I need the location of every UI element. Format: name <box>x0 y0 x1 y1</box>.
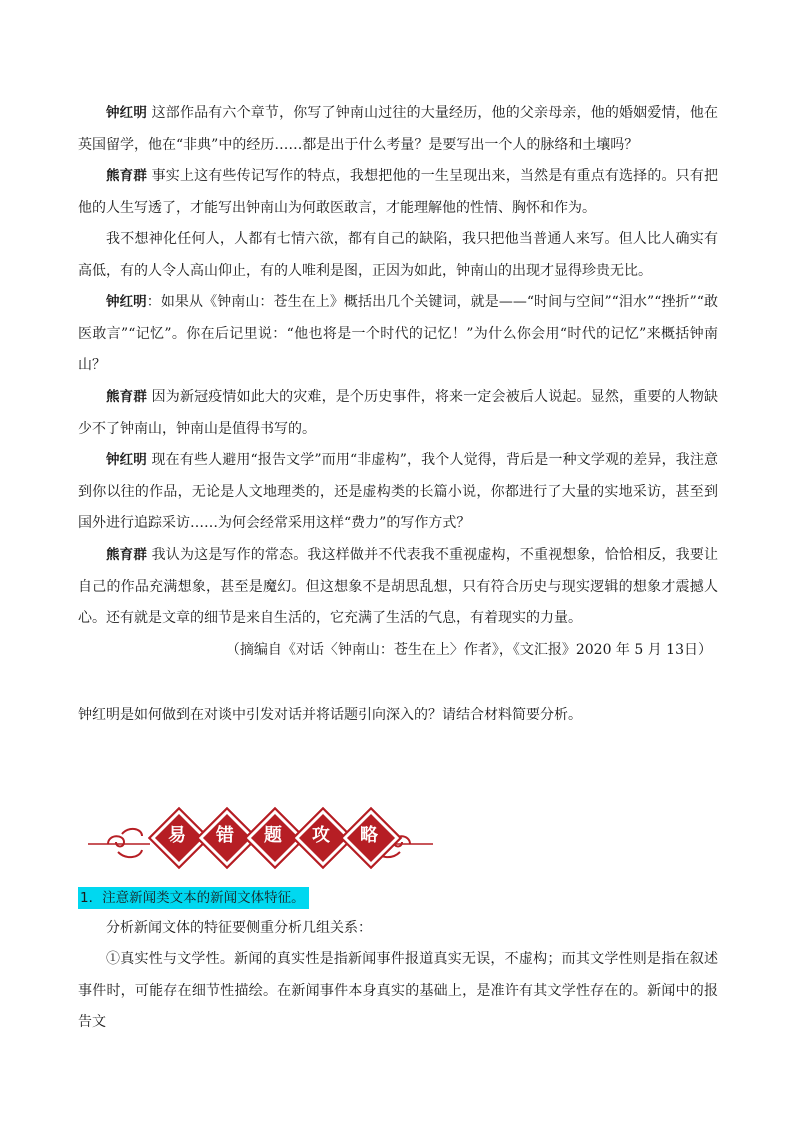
dialogue-text: 我不想神化任何人，人都有七情六欲，都有自己的缺陷，我只把他当普通人来写。但人比人确实有高低，有的人令人高山仰止，有的人唯利是图，正因为如此，钟南山的出现才显得珍贵无比。 <box>78 231 718 279</box>
dialogue-paragraph <box>78 382 718 445</box>
tip-point: ①真实性与文学性。新闻的真实性是指新闻事件报道真实无误，不虚构；而其文学性则是指在叙述事件时，可能存在细节性描绘。在新闻事件本身真实的基础上，是准许有其文学性存在的。新闻中的报告文 <box>78 951 718 1030</box>
question-text: 钟红明是如何做到在对谈中引发对话并将话题引向深入的？请结合材料简要分析。 <box>78 707 582 723</box>
banner-char: 略 <box>360 825 378 846</box>
dialogue-text: ：如果从《钟南山：苍生在上》概括出几个关键词，就是——“时间与空间”“泪水”“挫折”“敢医敢言”“记忆”。你在后记里说：“他也将是一个时代的记忆！”为什么你会用“时代的记忆”来概括钟南山？ <box>78 294 718 373</box>
dialogue-paragraph <box>78 161 718 224</box>
dialogue-text: 因为新冠疫情如此大的灾难，是个历史事件，将来一定会被后人说起。显然，重要的人物缺少不了钟南山，钟南山是值得书写的。 <box>78 389 719 437</box>
speaker-name: 钟红明 <box>106 452 147 468</box>
dialogue-paragraph <box>78 445 718 540</box>
banner-char: 错 <box>216 825 234 846</box>
dialogue-paragraph <box>78 98 718 161</box>
speaker-name: 钟红明 <box>106 105 147 121</box>
speaker-name: 钟红明 <box>106 294 147 310</box>
tip-intro: 分析新闻文体的特征要侧重分析几组关系： <box>106 920 372 936</box>
banner-char: 题 <box>264 825 282 846</box>
dialogue-paragraph <box>78 224 718 287</box>
tip-heading: 1．注意新闻类文本的新闻文体特征。 <box>78 887 309 909</box>
banner-char: 易 <box>168 825 186 846</box>
dialogue-text: 事实上这有些传记写作的特点，我想把他的一生呈现出来，当然是有重点有选择的。只有把他的人生写透了，才能写出钟南山为何敢医敢言，才能理解他的性情、胸怀和作为。 <box>78 168 719 216</box>
dialogue-text: 我认为这是写作的常态。我这样做并不代表我不重视虚构，不重视想象，恰恰相反，我要让自己的作品充满想象，甚至是魔幻。但这想象不是胡思乱想，只有符合历史与现实逻辑的想象才震撼人心。还有就是文章的细节是来自生活的，它充满了生活的气息，有着现实的力量。 <box>78 547 719 626</box>
banner-char: 攻 <box>312 825 330 846</box>
dialogue-text: 现在有些人避用“报告文学”而用“非虚构”，我个人觉得，背后是一种文学观的差异，我注意到你以往的作品，无论是人文地理类的，还是虚构类的长篇小说，你都进行了大量的实地采访，甚至到国外进行追踪采访……为何会经常采用这样“费力”的写作方式？ <box>78 452 719 531</box>
section-banner <box>88 812 433 867</box>
dialogue-paragraph <box>78 287 718 382</box>
speaker-name: 熊育群 <box>106 547 147 563</box>
dialogue-text: 这部作品有六个章节，你写了钟南山过往的大量经历，他的父亲母亲，他的婚姻爱情，他在英国留学，他在“非典”中的经历……都是出于什么考量？是要写出一个人的脉络和土壤吗？ <box>78 105 719 153</box>
speaker-name: 熊育群 <box>106 168 147 184</box>
speaker-name: 熊育群 <box>106 389 147 405</box>
source-citation: （摘编自《对话〈钟南山：苍生在上〉作者》，《文汇报》2020 年 5 月 13日） <box>225 642 712 658</box>
dialogue-paragraph <box>78 540 718 635</box>
